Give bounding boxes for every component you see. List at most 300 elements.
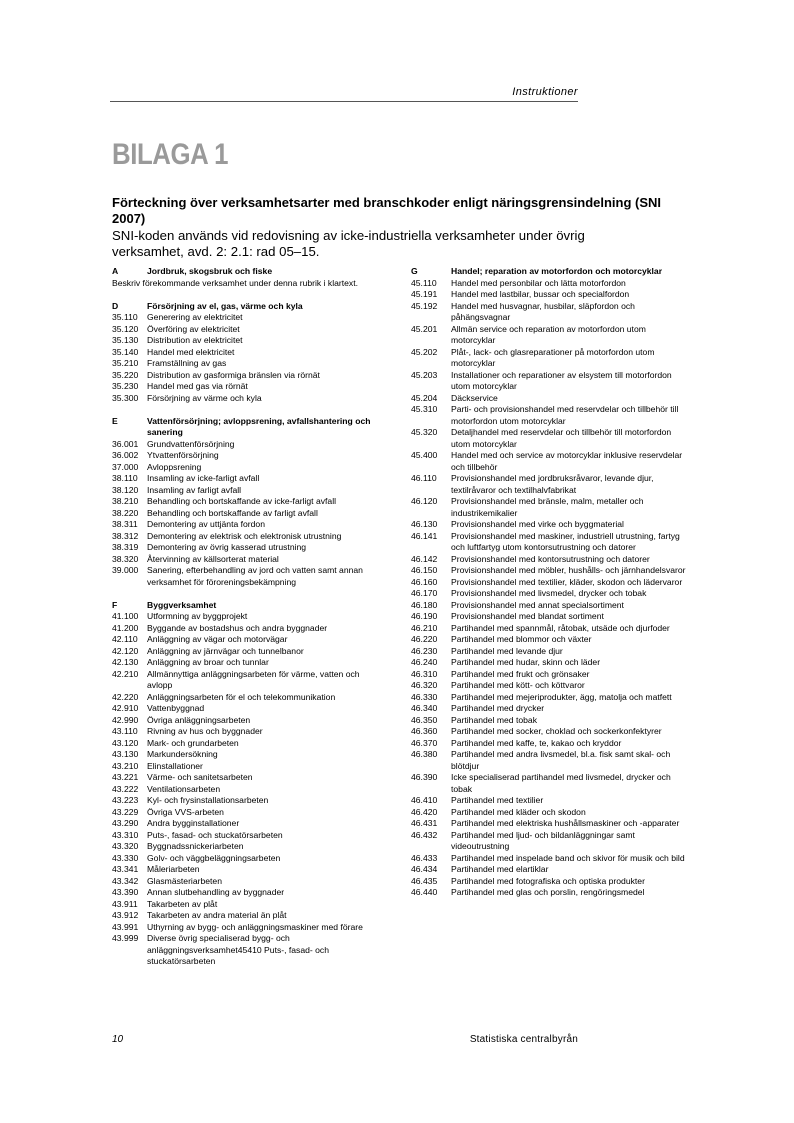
branch-label: Installationer och reparationer av elsystem till motorfordon utom motorcyklar — [451, 369, 672, 391]
section-a — [112, 266, 382, 289]
branch-code: 37.000 — [112, 461, 139, 472]
branch-code: 36.002 — [112, 450, 139, 460]
branch-label: Grundvattenförsörjning — [147, 438, 235, 449]
branch-code: 38.110 — [112, 473, 138, 483]
list-item — [112, 335, 382, 347]
branch-code: 45.204 — [411, 392, 438, 403]
branch-code: 43.912 — [112, 910, 139, 920]
branch-label: Anläggningsarbeten för el och telekommunikation — [147, 691, 336, 702]
branch-label: Vattenbyggnad — [147, 703, 205, 713]
branch-label: Partihandel med drycker — [451, 703, 545, 713]
branch-label: Övriga anläggningsarbeten — [147, 714, 251, 725]
branch-code: 41.200 — [112, 622, 139, 633]
list-item — [112, 807, 382, 819]
list-item — [411, 634, 686, 646]
branch-code: 46.431 — [411, 818, 438, 828]
branch-label: Övriga VVS-arbeten — [147, 806, 224, 817]
list-item — [112, 623, 382, 635]
branch-label: Anläggning av järnvägar och tunnelbanor — [147, 645, 304, 656]
section-g — [411, 266, 686, 899]
branch-label: Demontering av övrig kasserad utrustning — [147, 542, 307, 552]
section-letter: A — [112, 266, 119, 276]
section-letter: G — [411, 266, 418, 276]
branch-label: Distribution av gasformiga bränslen via rörnät — [147, 369, 320, 380]
list-item — [411, 565, 686, 577]
list-item — [112, 864, 382, 876]
list-item — [411, 623, 686, 635]
branch-label: Partihandel med kaffe, te, kakao och kryddor — [451, 737, 622, 748]
list-item — [411, 680, 686, 692]
branch-label: Provisionshandel med blandat sortiment — [451, 611, 604, 621]
branch-code: 42.910 — [112, 703, 139, 713]
list-item — [411, 473, 686, 496]
list-item — [411, 749, 686, 772]
branch-label: Partihandel med glas och porslin, rengöringsmedel — [451, 887, 645, 897]
list-item — [112, 899, 382, 911]
branch-label: Måleriarbeten — [147, 864, 200, 874]
branch-label: Anläggning av broar och tunnlar — [147, 657, 269, 667]
branch-code: 46.380 — [411, 749, 438, 759]
list-item — [411, 496, 686, 519]
branch-label: Provisionshandel med kontorsutrustning och datorer — [451, 553, 650, 564]
list-item — [411, 692, 686, 704]
branch-code: 46.160 — [411, 576, 438, 587]
section-title: Vattenförsörjning; avloppsrening, avfallshantering och sanering — [147, 415, 371, 437]
list-item — [112, 381, 382, 393]
branch-code: 46.410 — [411, 795, 438, 805]
list-item — [112, 324, 382, 336]
branch-label: Icke specialiserad partihandel med livsmedel, drycker och tobak — [451, 772, 671, 794]
item-list — [112, 312, 382, 404]
footer-publisher: Statistiska centralbyrån — [469, 1034, 578, 1045]
right-column — [411, 266, 686, 899]
branch-label: Provisionshandel med bränsle, malm, metaller och industrikemikalier — [451, 496, 644, 518]
branch-code: 36.001 — [112, 438, 139, 449]
list-item — [112, 370, 382, 382]
branch-label: Insamling av farligt avfall — [147, 484, 242, 495]
list-item — [112, 853, 382, 865]
branch-label: Överföring av elektricitet — [147, 323, 240, 334]
branch-label: Partihandel med fotografiska och optiska produkter — [451, 875, 645, 886]
branch-code: 46.330 — [411, 691, 438, 702]
branch-code: 43.110 — [112, 726, 138, 736]
list-item — [411, 887, 686, 899]
list-item — [112, 876, 382, 888]
list-item — [112, 657, 382, 669]
branch-code: 43.229 — [112, 806, 139, 817]
branch-label: Elinstallationer — [147, 760, 203, 771]
branch-label: Golv- och väggbeläggningsarbeten — [147, 852, 281, 863]
branch-label: Mark- och grundarbeten — [147, 737, 239, 748]
branch-label: Parti- och provisionshandel med reservdelar och tillbehör till motorfordon utom motorcyklar — [451, 404, 679, 426]
branch-code: 35.300 — [112, 392, 139, 403]
list-item — [112, 887, 382, 899]
list-item — [112, 841, 382, 853]
list-item — [411, 669, 686, 681]
list-item — [411, 347, 686, 370]
list-item — [112, 347, 382, 359]
list-item — [112, 450, 382, 462]
list-item — [411, 715, 686, 727]
list-item — [411, 404, 686, 427]
list-item — [411, 726, 686, 738]
branch-label: Provisionshandel med textilier, kläder, skodon och lädervaror — [451, 576, 683, 587]
branch-code: 46.432 — [411, 829, 438, 840]
branch-code: 46.190 — [411, 611, 438, 621]
branch-label: Ytvattenförsörjning — [147, 450, 219, 460]
branch-code: 46.370 — [411, 737, 438, 748]
branch-label: Byggande av bostadshus och andra byggnader — [147, 622, 328, 633]
branch-code: 43.999 — [112, 933, 139, 943]
list-item — [112, 692, 382, 704]
list-item — [411, 393, 686, 405]
branch-label: Partihandel med socker, choklad och sockerkonfektyrer — [451, 726, 662, 736]
list-item — [411, 450, 686, 473]
branch-label: Provisionshandel med livsmedel, drycker och tobak — [451, 588, 647, 598]
branch-label: Takarbeten av plåt — [147, 898, 218, 909]
branch-code: 46.141 — [411, 530, 438, 541]
branch-code: 38.210 — [112, 496, 139, 506]
branch-code: 43.341 — [112, 864, 139, 874]
branch-code: 42.210 — [112, 668, 139, 679]
list-item — [411, 830, 686, 853]
branch-code: 43.310 — [112, 829, 139, 840]
branch-code: 39.000 — [112, 565, 139, 575]
branch-code: 46.142 — [411, 553, 438, 564]
left-column — [112, 266, 382, 968]
section-description: Beskriv förekommande verksamhet under denna rubrik i klartext. — [112, 277, 358, 288]
branch-code: 46.180 — [411, 599, 438, 610]
branch-code: 46.310 — [411, 668, 438, 679]
branch-label: Partihandel med kläder och skodon — [451, 806, 586, 817]
branch-code: 38.320 — [112, 553, 139, 564]
branch-label: Partihandel med inspelade band och skivor för musik och bild — [451, 852, 685, 863]
section-heading — [112, 266, 382, 278]
branch-label: Allmän service och reparation av motorfordon utom motorcyklar — [451, 323, 646, 345]
branch-code: 35.140 — [112, 346, 139, 357]
section-heading — [112, 301, 382, 313]
appendix-title: BILAGA 1 — [112, 138, 229, 171]
branch-label: Demontering av uttjänta fordon — [147, 519, 265, 529]
branch-code: 46.435 — [411, 875, 438, 886]
branch-label: Partihandel med kött- och köttvaror — [451, 680, 585, 690]
list-item — [411, 324, 686, 347]
branch-label: Byggnadssnickeriarbeten — [147, 841, 244, 851]
branch-label: Partihandel med tobak — [451, 714, 537, 725]
list-item — [112, 784, 382, 796]
list-item — [112, 312, 382, 324]
branch-label: Glasmästeriarbeten — [147, 875, 222, 886]
branch-label: Handel med husvagnar, husbilar, släpfordon och påhängsvagnar — [451, 300, 635, 322]
branch-code: 41.100 — [112, 611, 139, 621]
branch-label: Rivning av hus och byggnader — [147, 726, 263, 736]
document-heading: Förteckning över verksamhetsarter med branschkoder enligt näringsgrensindelning (SNI 2007) — [112, 195, 662, 226]
list-item — [112, 795, 382, 807]
branch-code: 46.420 — [411, 806, 438, 817]
branch-code: 46.360 — [411, 726, 438, 736]
branch-code: 46.230 — [411, 645, 438, 656]
list-item — [411, 818, 686, 830]
list-item — [411, 611, 686, 623]
branch-label: Annan slutbehandling av byggnader — [147, 887, 285, 897]
section-heading — [411, 266, 686, 278]
branch-code: 43.330 — [112, 852, 139, 863]
branch-code: 43.320 — [112, 841, 139, 851]
intro-text: SNI-koden används vid redovisning av icke-industriella verksamheter under övrig verksamhet, avd. 2: 2.1: rad 05–15. — [112, 228, 585, 259]
branch-label: Distribution av elektricitet — [147, 335, 243, 345]
branch-label: Handel med elektricitet — [147, 346, 235, 357]
branch-label: Värme- och sanitetsarbeten — [147, 772, 253, 782]
section-title: Försörjning av el, gas, värme och kyla — [147, 300, 303, 311]
branch-code: 46.350 — [411, 714, 438, 725]
branch-label: Försörjning av värme och kyla — [147, 392, 262, 403]
branch-code: 46.220 — [411, 634, 438, 644]
branch-code: 35.120 — [112, 323, 139, 334]
list-item — [112, 669, 382, 692]
branch-code: 46.120 — [411, 496, 438, 506]
branch-code: 46.433 — [411, 852, 438, 863]
branch-label: Partihandel med elektriska hushållsmaskiner och -apparater — [451, 818, 680, 828]
branch-label: Partihandel med frukt och grönsaker — [451, 668, 590, 679]
branch-code: 45.201 — [411, 323, 438, 334]
list-item — [411, 795, 686, 807]
branch-label: Takarbeten av andra material än plåt — [147, 910, 287, 920]
list-item — [411, 772, 686, 795]
branch-code: 45.320 — [411, 427, 438, 437]
branch-label: Allmännyttiga anläggningsarbeten för värme, vatten och avlopp — [147, 668, 360, 690]
branch-code: 46.440 — [411, 887, 438, 897]
branch-label: Ventilationsarbeten — [147, 783, 221, 794]
branch-label: Handel med personbilar och lätta motorfordon — [451, 277, 626, 288]
branch-label: Provisionshandel med virke och byggmaterial — [451, 519, 624, 529]
section-d — [112, 301, 382, 405]
list-item — [411, 807, 686, 819]
list-item — [411, 577, 686, 589]
list-item — [112, 933, 382, 968]
branch-label: Partihandel med ljud- och bildanläggningar samt videoutrustning — [451, 829, 635, 851]
branch-label: Sanering, efterbehandling av jord och vatten samt annan verksamhet för föroreningsbekämpning — [147, 565, 363, 587]
list-item — [112, 749, 382, 761]
section-heading — [112, 416, 382, 439]
branch-label: Uthyrning av bygg- och anläggningsmaskiner med förare — [147, 921, 363, 932]
branch-label: Partihandel med hudar, skinn och läder — [451, 657, 601, 667]
branch-code: 43.222 — [112, 783, 139, 794]
list-item — [411, 427, 686, 450]
list-item — [112, 565, 382, 588]
section-letter: E — [112, 415, 118, 426]
branch-label: Andra bygginstallationer — [147, 818, 240, 828]
branch-code: 46.340 — [411, 703, 438, 713]
item-list — [411, 278, 686, 899]
branch-label: Plåt-, lack- och glasreparationer på motorfordon utom motorcyklar — [451, 346, 655, 368]
list-item — [112, 508, 382, 520]
branch-label: Handel med gas via rörnät — [147, 381, 248, 391]
section-title: Byggverksamhet — [147, 599, 217, 610]
branch-label: Markundersökning — [147, 749, 218, 759]
list-item — [112, 485, 382, 497]
branch-code: 43.290 — [112, 818, 139, 828]
list-item — [411, 864, 686, 876]
branch-label: Avloppsrening — [147, 461, 202, 472]
branch-code: 45.191 — [411, 289, 438, 299]
list-item — [112, 554, 382, 566]
branch-label: Däckservice — [451, 392, 498, 403]
branch-code: 43.991 — [112, 921, 139, 932]
list-item — [112, 818, 382, 830]
list-item — [112, 462, 382, 474]
branch-code: 38.312 — [112, 530, 139, 541]
branch-label: Provisionshandel med maskiner, industriell utrustning, fartyg och luftfartyg utom kontorsutrustning och datorer — [451, 530, 680, 552]
list-item — [112, 439, 382, 451]
list-item — [411, 657, 686, 669]
list-item — [411, 531, 686, 554]
branch-code: 35.130 — [112, 335, 139, 345]
list-item — [112, 542, 382, 554]
list-item — [411, 703, 686, 715]
branch-code: 46.170 — [411, 588, 438, 598]
branch-label: Partihandel med blommor och växter — [451, 634, 592, 644]
branch-code: 45.192 — [411, 300, 438, 311]
list-item — [112, 473, 382, 485]
branch-code: 45.202 — [411, 346, 438, 357]
branch-code: 43.210 — [112, 760, 139, 771]
branch-code: 46.434 — [411, 864, 438, 874]
branch-code: 46.130 — [411, 519, 438, 529]
header-title: Instruktioner — [512, 86, 578, 98]
list-item — [411, 278, 686, 290]
branch-code: 43.130 — [112, 749, 139, 759]
list-item — [112, 634, 382, 646]
list-item — [411, 588, 686, 600]
page-number: 10 — [112, 1034, 124, 1045]
branch-label: Partihandel med spannmål, råtobak, utsäde och djurfoder — [451, 622, 670, 633]
list-item — [411, 289, 686, 301]
branch-label: Provisionshandel med annat specialsortiment — [451, 599, 624, 610]
section-letter: D — [112, 300, 119, 311]
list-item — [112, 646, 382, 658]
list-item — [411, 600, 686, 612]
list-item — [112, 611, 382, 623]
branch-label: Partihandel med mejeriprodukter, ägg, matolja och matfett — [451, 691, 672, 702]
branch-label: Demontering av elektrisk och elektronisk utrustning — [147, 530, 342, 541]
section-heading — [112, 600, 382, 612]
branch-code: 43.221 — [112, 772, 139, 782]
list-item — [411, 876, 686, 888]
item-list — [112, 439, 382, 589]
branch-label: Partihandel med levande djur — [451, 645, 563, 656]
list-item — [411, 646, 686, 658]
list-item — [112, 703, 382, 715]
branch-label: Puts-, fasad- och stuckatörsarbeten — [147, 829, 283, 840]
branch-code: 45.310 — [411, 404, 438, 414]
branch-code: 42.990 — [112, 714, 139, 725]
list-item — [411, 519, 686, 531]
branch-label: Utformning av byggprojekt — [147, 611, 248, 621]
list-item — [112, 738, 382, 750]
branch-code: 42.110 — [112, 634, 138, 644]
section-letter: F — [112, 599, 118, 610]
branch-code: 35.210 — [112, 358, 139, 368]
list-item — [112, 726, 382, 738]
section-f — [112, 600, 382, 968]
branch-code: 42.120 — [112, 645, 139, 656]
branch-code: 35.230 — [112, 381, 139, 391]
list-item — [112, 393, 382, 405]
branch-label: Kyl- och frysinstallationsarbeten — [147, 795, 269, 805]
branch-label: Partihandel med andra livsmedel, bl.a. fisk samt skal- och blötdjur — [451, 749, 671, 771]
list-item — [112, 496, 382, 508]
section-e — [112, 416, 382, 589]
branch-code: 38.319 — [112, 542, 139, 552]
branch-code: 35.110 — [112, 312, 138, 322]
branch-label: Behandling och bortskaffande av farligt avfall — [147, 507, 318, 518]
branch-label: Partihandel med elartiklar — [451, 864, 549, 874]
list-item — [411, 554, 686, 566]
branch-code: 46.210 — [411, 622, 438, 633]
branch-label: Handel med lastbilar, bussar och specialfordon — [451, 289, 630, 299]
branch-code: 43.120 — [112, 737, 139, 748]
branch-code: 43.342 — [112, 875, 139, 886]
branch-code: 42.130 — [112, 657, 139, 667]
branch-label: Handel med och service av motorcyklar inklusive reservdelar och tillbehör — [451, 450, 683, 472]
list-item — [411, 301, 686, 324]
branch-code: 45.110 — [411, 277, 437, 288]
branch-label: Anläggning av vägar och motorvägar — [147, 634, 288, 644]
list-item — [112, 910, 382, 922]
branch-code: 45.400 — [411, 450, 438, 460]
branch-label: Framställning av gas — [147, 358, 227, 368]
branch-code: 46.150 — [411, 565, 438, 575]
branch-label: Partihandel med textilier — [451, 795, 544, 805]
branch-label: Generering av elektricitet — [147, 312, 243, 322]
list-item — [112, 772, 382, 784]
list-item — [112, 830, 382, 842]
branch-label: Diverse övrig specialiserad bygg- och anläggningsverksamhet45410 Puts-, fasad- och stuckatörsarbeten — [147, 933, 330, 966]
branch-code: 38.311 — [112, 519, 138, 529]
branch-code: 43.223 — [112, 795, 139, 805]
branch-code: 38.220 — [112, 507, 139, 518]
branch-code: 43.390 — [112, 887, 139, 897]
section-title: Jordbruk, skogsbruk och fiske — [147, 266, 273, 276]
branch-code: 42.220 — [112, 691, 139, 702]
list-item — [112, 519, 382, 531]
branch-code: 46.320 — [411, 680, 438, 690]
branch-label: Behandling och bortskaffande av icke-farligt avfall — [147, 496, 337, 506]
branch-label: Provisionshandel med möbler, hushålls- och järnhandelsvaror — [451, 565, 686, 575]
list-item — [112, 922, 382, 934]
header-rule — [110, 101, 578, 102]
section-title: Handel; reparation av motorfordon och motorcyklar — [451, 266, 663, 276]
list-item — [112, 531, 382, 543]
branch-label: Detaljhandel med reservdelar och tillbehör till motorfordon utom motorcyklar — [451, 427, 672, 449]
branch-code: 46.240 — [411, 657, 438, 667]
list-item — [112, 358, 382, 370]
item-list — [112, 611, 382, 968]
branch-label: Insamling av icke-farligt avfall — [147, 473, 260, 483]
branch-code: 46.110 — [411, 473, 437, 483]
list-item — [411, 370, 686, 393]
branch-code: 45.203 — [411, 369, 438, 380]
branch-code: 38.120 — [112, 484, 139, 495]
branch-code: 43.911 — [112, 898, 138, 909]
list-item — [411, 738, 686, 750]
branch-label: Återvinning av källsorterat material — [147, 553, 279, 564]
list-item — [112, 715, 382, 727]
list-item — [411, 853, 686, 865]
branch-code: 46.390 — [411, 772, 438, 782]
branch-code: 35.220 — [112, 369, 139, 380]
list-item — [112, 761, 382, 773]
